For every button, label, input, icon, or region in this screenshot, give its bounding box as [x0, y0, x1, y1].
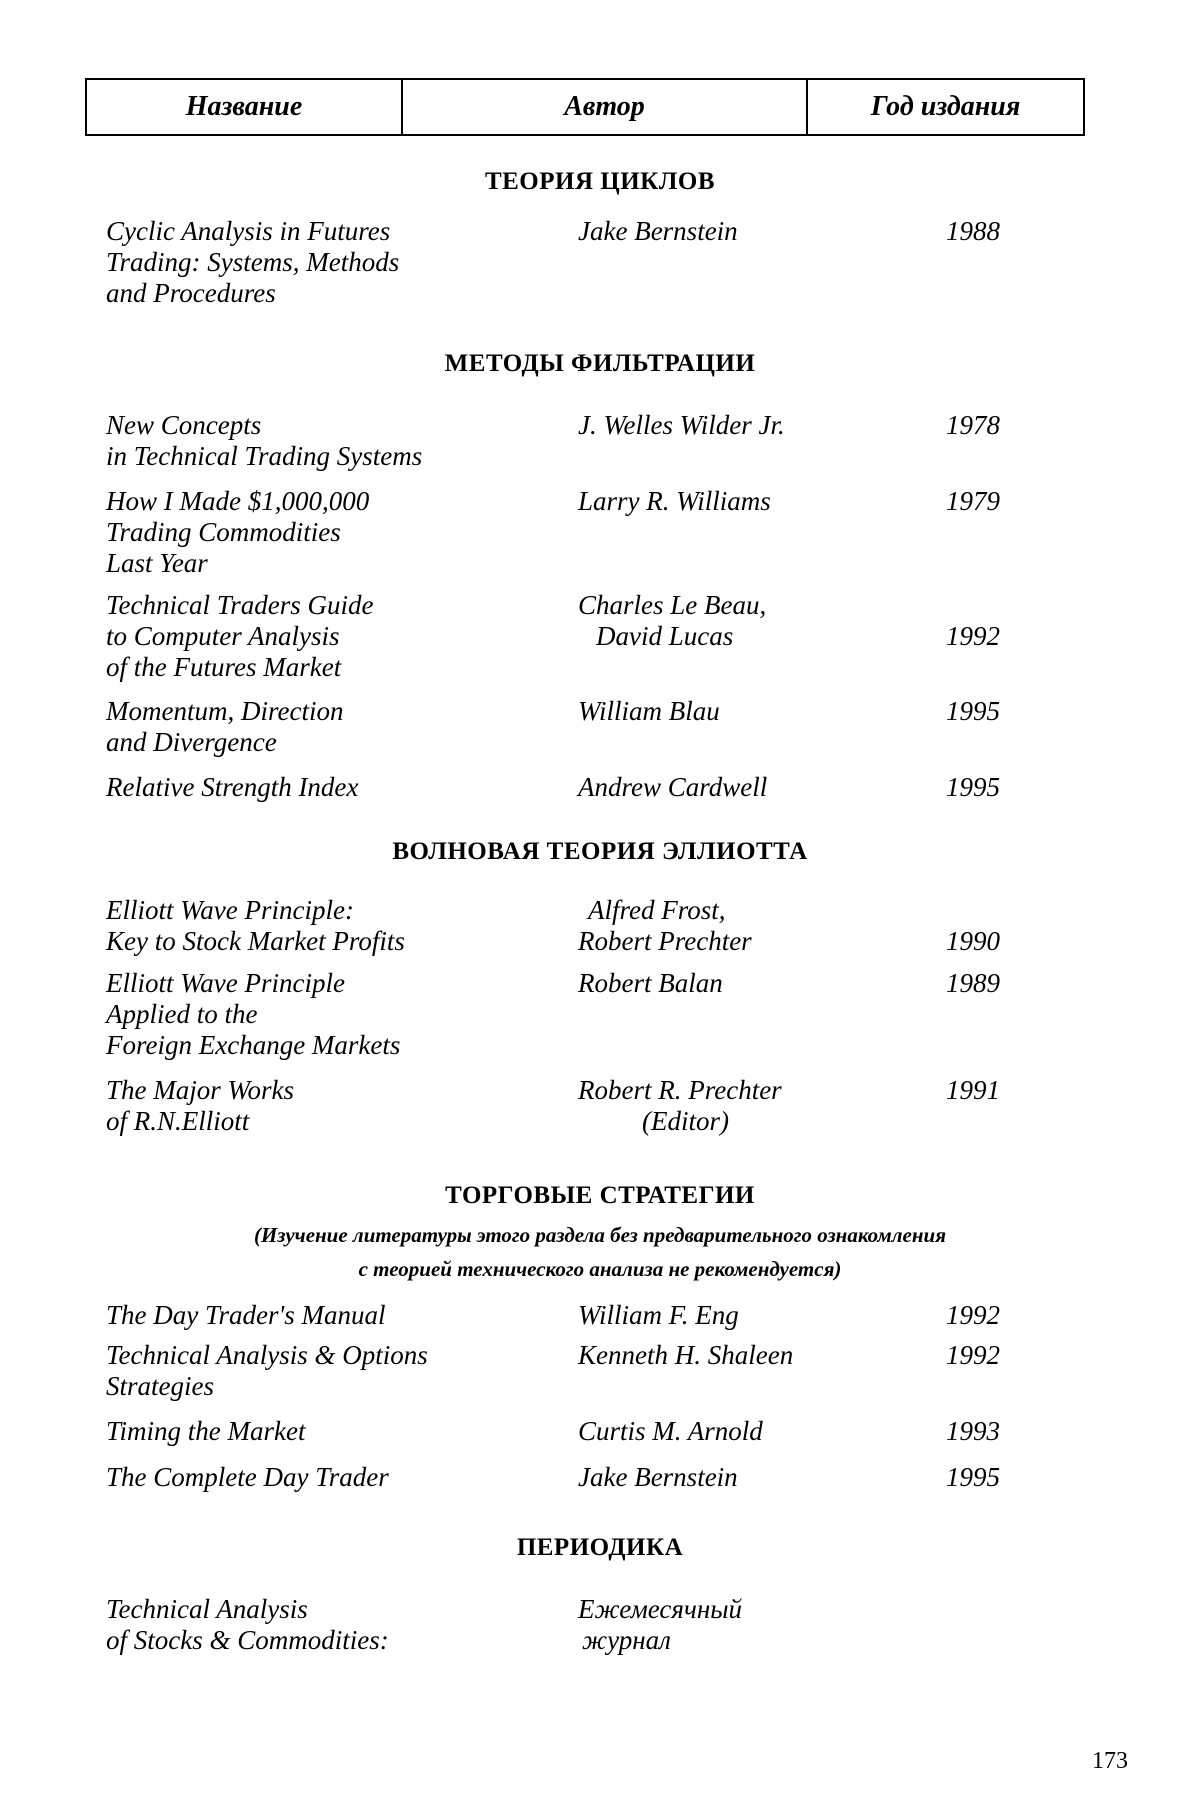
book-author-line: (Editor)	[642, 1106, 729, 1136]
book-author-line: David Lucas	[596, 621, 734, 651]
book-title-line: Elliott Wave Principle	[106, 968, 345, 998]
book-title-line: Trading Commodities	[106, 517, 341, 547]
book-title-line: The Major Works	[106, 1075, 295, 1105]
book-title	[106, 486, 576, 579]
book-title-line: Cyclic Analysis in Futures	[106, 216, 391, 246]
book-title-line: Strategies	[106, 1371, 214, 1401]
book-author-line: Robert R. Prechter	[578, 1075, 782, 1105]
book-title-line: to Computer Analysis	[106, 621, 340, 651]
book-author-line: Alfred Frost,	[588, 895, 726, 925]
publication-year: 1995	[946, 696, 1000, 726]
book-title-line: Relative Strength Index	[106, 772, 359, 802]
book-author-line: Curtis M. Arnold	[578, 1416, 763, 1446]
publication-year: 1988	[946, 216, 1000, 246]
book-author-line: Kenneth H. Shaleen	[578, 1340, 794, 1370]
publication-year: 1989	[946, 968, 1000, 998]
book-author	[578, 1300, 878, 1331]
column-header-title: Название	[87, 80, 403, 134]
book-title-line: of the Futures Market	[106, 652, 342, 682]
book-author	[578, 895, 878, 957]
book-author-line: Jake Bernstein	[578, 216, 738, 246]
book-title-line: Applied to the	[106, 999, 258, 1029]
publication-year: 1991	[946, 1075, 1000, 1105]
book-title-line: How I Made $1,000,000	[106, 486, 370, 516]
book-title	[106, 1300, 576, 1331]
column-header-author: Автор	[403, 80, 808, 134]
book-title-line: Technical Analysis & Options	[106, 1340, 428, 1370]
section-heading: МЕТОДЫ ФИЛЬТРАЦИИ	[444, 350, 756, 377]
book-author	[578, 696, 878, 727]
column-header-row	[85, 78, 1085, 136]
book-author	[578, 216, 878, 247]
publication-year: 1995	[946, 772, 1000, 802]
book-title-line: New Concepts	[106, 410, 262, 440]
book-author	[578, 486, 878, 517]
book-author	[578, 1075, 878, 1137]
publication-year: 1995	[946, 1462, 1000, 1492]
section-note-line: с теорией технического анализа не рекомендуется)	[358, 1257, 842, 1281]
book-title-line: Timing the Market	[106, 1416, 306, 1446]
book-author-line: J. Welles Wilder Jr.	[578, 410, 785, 440]
book-title-line: of R.N.Elliott	[106, 1106, 250, 1136]
section-note-line: (Изучение литературы этого раздела без предварительного ознакомления	[253, 1223, 947, 1247]
book-title	[106, 772, 576, 803]
book-title	[106, 1416, 576, 1447]
book-author	[578, 410, 878, 441]
section-heading: ВОЛНОВАЯ ТЕОРИЯ ЭЛЛИОТТА	[392, 838, 808, 865]
book-author	[578, 590, 878, 652]
section-heading: ТОРГОВЫЕ СТРАТЕГИИ	[445, 1182, 755, 1209]
publication-year: 1979	[946, 486, 1000, 516]
book-title	[106, 696, 576, 758]
book-title-line: The Day Trader's Manual	[106, 1300, 386, 1330]
publication-year: 1992	[946, 1300, 1000, 1330]
book-title	[106, 895, 576, 957]
book-author-line: Ежемесячный	[578, 1594, 743, 1624]
section-note	[0, 1218, 1200, 1286]
book-author-line: журнал	[582, 1625, 671, 1655]
book-title-line: Technical Traders Guide	[106, 590, 374, 620]
book-author	[578, 772, 878, 803]
book-title-line: Elliott Wave Principle:	[106, 895, 354, 925]
book-author-line: Robert Balan	[578, 968, 723, 998]
book-title-line: Technical Analysis	[106, 1594, 308, 1624]
book-title	[106, 1462, 576, 1493]
book-title-line: The Complete Day Trader	[106, 1462, 389, 1492]
book-title-line: Trading: Systems, Methods	[106, 247, 400, 277]
book-title-line: and Procedures	[106, 278, 276, 308]
section-heading: ТЕОРИЯ ЦИКЛОВ	[484, 168, 716, 195]
book-author-line: William F. Eng	[578, 1300, 739, 1330]
book-author-line: Jake Bernstein	[578, 1462, 738, 1492]
book-author-line: Robert Prechter	[578, 926, 752, 956]
publication-year: 1978	[946, 410, 1000, 440]
book-title	[106, 1594, 576, 1656]
book-title-line: Foreign Exchange Markets	[106, 1030, 401, 1060]
book-title-line: of Stocks & Commodities:	[106, 1625, 389, 1655]
book-title-line: Last Year	[106, 548, 208, 578]
book-title	[106, 590, 576, 683]
publication-year: 1992	[946, 621, 1000, 651]
book-title	[106, 410, 576, 472]
publication-year: 1993	[946, 1416, 1000, 1446]
book-title	[106, 968, 576, 1061]
book-title	[106, 216, 576, 309]
book-author-line: Charles Le Beau,	[578, 590, 767, 620]
book-author	[578, 1416, 878, 1447]
book-title-line: Key to Stock Market Profits	[106, 926, 405, 956]
book-author-line: William Blau	[578, 696, 720, 726]
page-number: 173	[1092, 1748, 1128, 1774]
column-header-year: Год издания	[870, 91, 1021, 122]
publication-year: 1990	[946, 926, 1000, 956]
publication-year: 1992	[946, 1340, 1000, 1370]
book-title-line: and Divergence	[106, 727, 277, 757]
book-title-line: Momentum, Direction	[106, 696, 344, 726]
book-title	[106, 1075, 576, 1137]
book-author	[578, 1340, 878, 1371]
section-heading: ПЕРИОДИКА	[516, 1534, 684, 1561]
book-author	[578, 1594, 878, 1656]
book-title	[106, 1340, 576, 1402]
book-author-line: Andrew Cardwell	[578, 772, 768, 802]
book-title-line: in Technical Trading Systems	[106, 441, 423, 471]
book-author	[578, 1462, 878, 1493]
book-author-line: Larry R. Williams	[578, 486, 771, 516]
book-author	[578, 968, 878, 999]
